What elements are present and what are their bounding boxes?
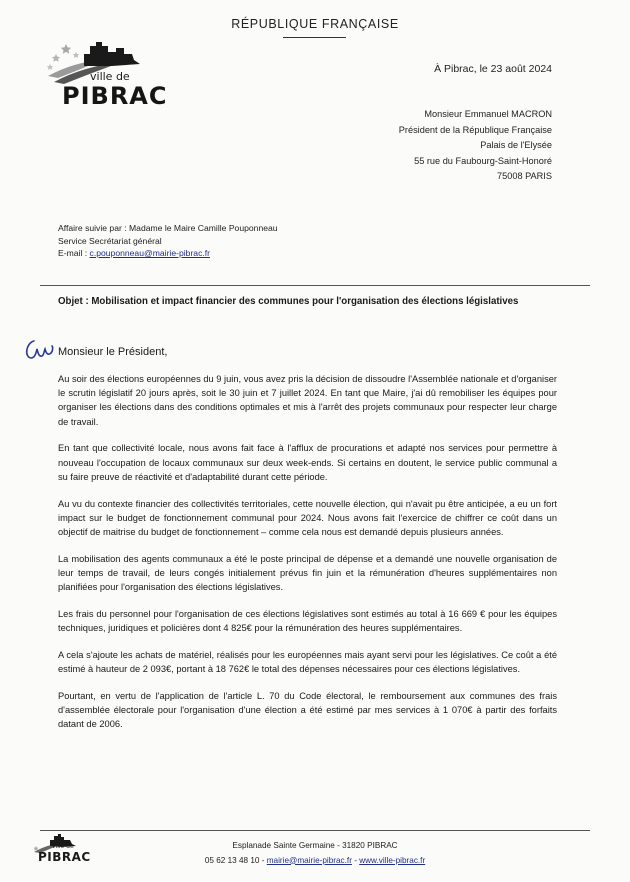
- header-title: RÉPUBLIQUE FRANÇAISE: [231, 17, 399, 31]
- recipient-title: Président de la République Française: [398, 124, 552, 135]
- letter-body: [58, 372, 557, 744]
- affair-block: [58, 222, 278, 260]
- footer-address: Esplanade Sainte Germaine - 31820 PIBRAC: [232, 841, 398, 850]
- pibrac-logo: [44, 38, 168, 110]
- recipient-street: 55 rue du Faubourg-Saint-Honoré: [414, 155, 552, 166]
- recipient-city: 75008 PARIS: [497, 171, 552, 182]
- footer: [0, 839, 630, 868]
- paragraph-1: Au soir des élections européennes du 9 juin, vous avez pris la décision de dissoudre l'Assemblée nationale et d'organiser le scrutin législatif 20 jours après, soit le 30 juin et 7 juillet 2024. En tant que Maire, j'ai dû remobiliser les équipes pour organiser les élections dans des conditions optimales et mis à l'arrêt des projets communaux pour respecter leur charge de travail.: [58, 374, 557, 427]
- affair-service: Service Secrétariat général: [58, 235, 162, 246]
- affair-email-link[interactable]: c.pouponneau@mairie-pibrac.fr: [89, 248, 211, 258]
- paragraph-2: En tant que collectivité locale, nous avons fait face à l'afflux de procurations et adapté nos services pour permettre à nouveau l'occupation de locaux communaux sur deux week-ends. Si certains en doutent, le service public communal a su faire preuve de réactivité et d'adaptabilité durant cette période.: [58, 443, 557, 482]
- recipient-block: [252, 107, 552, 185]
- paragraph-7: Pourtant, en vertu de l'application de l'article L. 70 du Code électoral, le remboursement aux communes des frais d'assemblée électorale pour l'organisation d'une élection a été estimé par mes services à 1 070€ à partir des forfaits datant de 2006.: [58, 691, 557, 730]
- paragraph-6: A cela s'ajoute les achats de matériel, réalisés pour les européennes mais ayant servi pour les législatives. Ce coût a été estimé à hauteur de 2 093€, portant à 18 762€ le total des dépenses nécessaires pour ces élections législatives.: [58, 650, 557, 675]
- footer-email-link[interactable]: mairie@mairie-pibrac.fr: [266, 855, 352, 865]
- paragraph-4: La mobilisation des agents communaux a été le poste principal de dépense et a demandé une nouvelle organisation de leur temps de travail, de leurs congés initialement prévus fin juin et la rémunération d'heures supplémentaires non planifiées pour l'organisation des élections législatives.: [58, 553, 557, 593]
- separator-top: [40, 285, 590, 286]
- affair-email-line: [58, 247, 278, 260]
- footer-contact-line: [0, 854, 630, 869]
- date-line: À Pibrac, le 23 août 2024: [434, 63, 552, 75]
- affair-followed-by: Affaire suivie par : Madame le Maire Camille Pouponneau: [58, 223, 278, 233]
- separator-bottom: [40, 830, 590, 831]
- handwritten-paraph-icon: [22, 337, 56, 363]
- letter-object: Objet : Mobilisation et impact financier des communes pour l'organisation des élections législatives: [58, 296, 519, 307]
- logo-pibrac: PIBRAC: [62, 82, 168, 110]
- footer-logo-ville-de: ville de: [52, 843, 74, 850]
- email-label: E-mail :: [58, 248, 90, 258]
- footer-separator: -: [351, 855, 360, 865]
- header-rule: [283, 37, 346, 38]
- footer-phone: 05 62 13 48 10 -: [204, 855, 267, 865]
- recipient-name: Monsieur Emmanuel MACRON: [424, 109, 552, 119]
- paragraph-5: Les frais du personnel pour l'organisation de ces élections législatives sont estimés au total à 16 669 € pour les équipes techniques, juridiques et policières dont 4 825€ pour la rémunération des heures supplémentaires.: [58, 609, 557, 634]
- salutation: Monsieur le Président,: [58, 346, 168, 358]
- recipient-palace: Palais de l'Elysée: [480, 140, 552, 151]
- logo-ville-de: ville de: [90, 70, 130, 83]
- footer-logo-pibrac: PIBRAC: [38, 850, 91, 864]
- paragraph-3: Au vu du contexte financier des collectivités territoriales, cette nouvelle élection, qui n'avait pu être anticipée, a eu un fort impact sur le budget de fonctionnement communal pour 2024. Nous avons fait l'exercice de chiffrer ce coût dans un objectif de maitrise du budget de fonctionnement – comme cela nous est demandé depuis plusieurs années.: [58, 498, 557, 538]
- footer-website-link[interactable]: www.ville-pibrac.fr: [359, 855, 426, 865]
